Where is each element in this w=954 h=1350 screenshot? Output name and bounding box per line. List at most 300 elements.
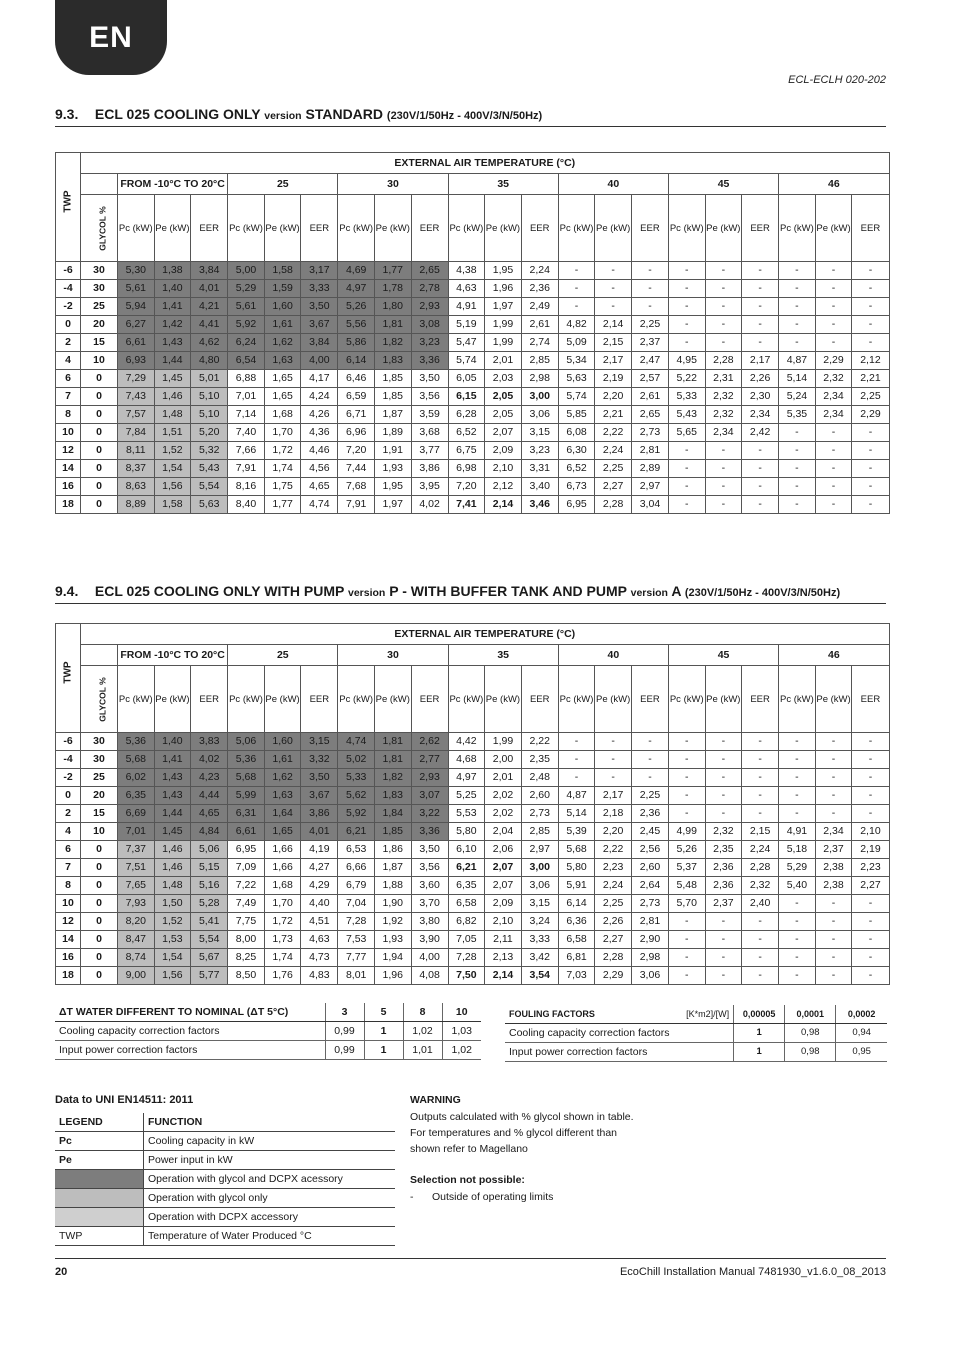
row-label: Input power correction factors bbox=[55, 1041, 325, 1060]
section-number: 9.4. bbox=[55, 583, 79, 599]
data-cell: - bbox=[668, 967, 705, 985]
column-header: 0,0002 bbox=[836, 1005, 887, 1024]
data-cell: 2,49 bbox=[521, 298, 558, 316]
data-cell: 7,65 bbox=[118, 877, 155, 895]
glycol-value: 0 bbox=[81, 424, 118, 442]
data-cell: 7,22 bbox=[228, 877, 265, 895]
data-cell: 6,14 bbox=[558, 895, 595, 913]
data-cell: 6,05 bbox=[448, 370, 485, 388]
glycol-value: 0 bbox=[81, 841, 118, 859]
data-cell: 2,10 bbox=[485, 913, 522, 931]
column-header: 0,00005 bbox=[734, 1005, 785, 1024]
pc-header: Pc (kW) bbox=[668, 195, 705, 262]
table-row bbox=[56, 334, 890, 352]
data-cell: 3,86 bbox=[301, 805, 338, 823]
data-cell: - bbox=[815, 733, 852, 751]
data-cell: - bbox=[779, 442, 816, 460]
legend-function: Cooling capacity in kW bbox=[144, 1132, 396, 1151]
data-cell: - bbox=[705, 751, 742, 769]
data-cell: 4,83 bbox=[301, 967, 338, 985]
data-cell: 2,24 bbox=[595, 877, 632, 895]
data-cell: 2,19 bbox=[852, 841, 889, 859]
language-label: EN bbox=[89, 20, 133, 54]
twp-value: 6 bbox=[56, 370, 81, 388]
data-cell: 2,64 bbox=[631, 877, 668, 895]
twp-value: 10 bbox=[56, 424, 81, 442]
section-title-part: A bbox=[671, 583, 681, 599]
data-cell: 1,44 bbox=[154, 352, 191, 370]
data-cell: 6,27 bbox=[118, 316, 155, 334]
data-cell: 3,86 bbox=[411, 460, 448, 478]
data-cell: 4,91 bbox=[779, 823, 816, 841]
data-cell: - bbox=[742, 733, 779, 751]
data-cell: 3,33 bbox=[521, 931, 558, 949]
data-cell: 6,15 bbox=[448, 388, 485, 406]
data-cell: 5,86 bbox=[338, 334, 375, 352]
data-cell: 4,02 bbox=[411, 496, 448, 514]
data-cell: 3,06 bbox=[521, 406, 558, 424]
legend-row bbox=[55, 1151, 395, 1170]
data-cell: 2,90 bbox=[631, 931, 668, 949]
data-cell: 5,68 bbox=[558, 841, 595, 859]
data-cell: - bbox=[668, 280, 705, 298]
data-cell: 7,20 bbox=[448, 478, 485, 496]
data-cell: 2,17 bbox=[595, 787, 632, 805]
data-cell: - bbox=[705, 733, 742, 751]
legend-table bbox=[55, 1113, 395, 1246]
data-cell: 1,97 bbox=[485, 298, 522, 316]
data-cell: 4,01 bbox=[301, 823, 338, 841]
twp-value: -2 bbox=[56, 298, 81, 316]
data-cell: 1,78 bbox=[374, 280, 411, 298]
data-cell: 2,32 bbox=[742, 877, 779, 895]
data-cell: 4,95 bbox=[668, 352, 705, 370]
data-cell: - bbox=[668, 805, 705, 823]
data-cell: 7,14 bbox=[228, 406, 265, 424]
data-cell: 3,00 bbox=[521, 859, 558, 877]
data-cell: 7,75 bbox=[228, 913, 265, 931]
data-cell: 1,50 bbox=[154, 895, 191, 913]
data-cell: 6,52 bbox=[448, 424, 485, 442]
data-cell: - bbox=[631, 262, 668, 280]
table-row bbox=[56, 370, 890, 388]
data-cell: 1,48 bbox=[154, 877, 191, 895]
data-cell: 2,36 bbox=[631, 805, 668, 823]
data-cell: 2,89 bbox=[631, 460, 668, 478]
performance-table-pump bbox=[55, 623, 890, 985]
table-row bbox=[56, 913, 890, 931]
table-row bbox=[56, 406, 890, 424]
data-cell: 1,87 bbox=[374, 406, 411, 424]
glycol-value: 0 bbox=[81, 967, 118, 985]
data-cell: 1,60 bbox=[264, 733, 301, 751]
data-cell: 4,27 bbox=[301, 859, 338, 877]
data-cell: 2,74 bbox=[521, 334, 558, 352]
data-cell: 7,28 bbox=[338, 913, 375, 931]
data-cell: 5,85 bbox=[558, 406, 595, 424]
twp-value: 2 bbox=[56, 334, 81, 352]
data-cell: - bbox=[779, 967, 816, 985]
data-cell: 3,42 bbox=[521, 949, 558, 967]
data-cell: 5,16 bbox=[191, 877, 228, 895]
data-cell: - bbox=[779, 913, 816, 931]
data-cell: 2,19 bbox=[595, 370, 632, 388]
data-cell: - bbox=[779, 895, 816, 913]
table-row bbox=[56, 442, 890, 460]
data-cell: 2,07 bbox=[485, 859, 522, 877]
glycol-blank bbox=[81, 645, 118, 666]
data-cell: 5,77 bbox=[191, 967, 228, 985]
unit-label: [K*m2]/[W] bbox=[681, 1005, 733, 1024]
data-cell: 2,98 bbox=[521, 370, 558, 388]
row-label: Cooling capacity correction factors bbox=[55, 1022, 325, 1041]
data-cell: - bbox=[852, 496, 889, 514]
data-cell: 2,15 bbox=[742, 823, 779, 841]
data-cell: 1,61 bbox=[264, 316, 301, 334]
data-cell: 6,75 bbox=[448, 442, 485, 460]
data-cell: 3,83 bbox=[191, 733, 228, 751]
data-cell: 4,87 bbox=[558, 787, 595, 805]
data-cell: 2,28 bbox=[595, 496, 632, 514]
data-cell: 1,64 bbox=[264, 805, 301, 823]
data-cell: 7,84 bbox=[118, 424, 155, 442]
data-cell: 7,44 bbox=[338, 460, 375, 478]
data-cell: 4,46 bbox=[301, 442, 338, 460]
data-cell: 4,44 bbox=[191, 787, 228, 805]
data-cell: 7,93 bbox=[118, 895, 155, 913]
data-cell: 6,95 bbox=[228, 841, 265, 859]
data-cell: 8,11 bbox=[118, 442, 155, 460]
data-cell: 6,71 bbox=[338, 406, 375, 424]
glycol-value: 30 bbox=[81, 280, 118, 298]
data-cell: - bbox=[705, 931, 742, 949]
data-cell: 5,61 bbox=[118, 280, 155, 298]
data-cell: 2,60 bbox=[631, 859, 668, 877]
data-cell: - bbox=[852, 967, 889, 985]
data-cell: 2,03 bbox=[485, 370, 522, 388]
data-cell: 6,28 bbox=[448, 406, 485, 424]
data-cell: 6,36 bbox=[558, 913, 595, 931]
temp-group-header: FROM -10°C TO 20°C bbox=[118, 645, 228, 666]
data-cell: 1,43 bbox=[154, 334, 191, 352]
data-cell: - bbox=[779, 787, 816, 805]
data-cell: 5,01 bbox=[191, 370, 228, 388]
data-cell: 2,81 bbox=[631, 913, 668, 931]
data-cell: 7,53 bbox=[338, 931, 375, 949]
twp-value: 7 bbox=[56, 859, 81, 877]
data-cell: 2,73 bbox=[631, 895, 668, 913]
data-cell: 3,46 bbox=[521, 496, 558, 514]
glycol-header bbox=[81, 666, 118, 733]
data-cell: 5,40 bbox=[779, 877, 816, 895]
data-cell: 2,17 bbox=[595, 352, 632, 370]
data-cell: 3,50 bbox=[411, 370, 448, 388]
glycol-value: 0 bbox=[81, 406, 118, 424]
data-cell: 2,28 bbox=[705, 352, 742, 370]
data-cell: 2,25 bbox=[631, 787, 668, 805]
data-cell: - bbox=[742, 478, 779, 496]
factor-value: 1,01 bbox=[403, 1041, 442, 1060]
table-row bbox=[56, 787, 890, 805]
data-cell: 5,39 bbox=[558, 823, 595, 841]
data-cell: 2,29 bbox=[852, 406, 889, 424]
data-cell: 8,50 bbox=[228, 967, 265, 985]
data-cell: 4,01 bbox=[191, 280, 228, 298]
data-cell: - bbox=[852, 442, 889, 460]
data-cell: 2,85 bbox=[521, 352, 558, 370]
data-cell: 6,81 bbox=[558, 949, 595, 967]
table-row bbox=[56, 895, 890, 913]
glycol-value: 25 bbox=[81, 298, 118, 316]
data-cell: - bbox=[705, 913, 742, 931]
data-cell: 6,61 bbox=[118, 334, 155, 352]
table-row bbox=[56, 751, 890, 769]
data-cell: 2,00 bbox=[485, 751, 522, 769]
row-label: Cooling capacity correction factors bbox=[505, 1024, 734, 1043]
data-cell: 2,24 bbox=[521, 262, 558, 280]
data-cell: 2,40 bbox=[742, 895, 779, 913]
data-cell: 7,51 bbox=[118, 859, 155, 877]
data-cell: - bbox=[815, 769, 852, 787]
delta-t-correction-table bbox=[55, 1003, 481, 1060]
glycol-label: GLYCOL % bbox=[97, 205, 108, 251]
data-cell: 2,13 bbox=[485, 949, 522, 967]
data-cell: - bbox=[742, 298, 779, 316]
data-cell: 6,59 bbox=[338, 388, 375, 406]
data-cell: 3,06 bbox=[631, 967, 668, 985]
data-cell: 8,16 bbox=[228, 478, 265, 496]
data-cell: 1,72 bbox=[264, 913, 301, 931]
data-cell: 2,37 bbox=[631, 334, 668, 352]
twp-value: 6 bbox=[56, 841, 81, 859]
data-cell: 2,34 bbox=[742, 406, 779, 424]
column-header: 3 bbox=[325, 1003, 364, 1022]
legend-title: Data to UNI EN14511: 2011 bbox=[55, 1094, 194, 1106]
legend-function: Temperature of Water Produced °C bbox=[144, 1227, 396, 1246]
pc-header: Pc (kW) bbox=[228, 195, 265, 262]
pc-header: Pc (kW) bbox=[558, 666, 595, 733]
selection-title: Selection not possible: bbox=[410, 1174, 525, 1186]
pc-header: Pc (kW) bbox=[779, 195, 816, 262]
pc-header: Pc (kW) bbox=[779, 666, 816, 733]
glycol-value: 10 bbox=[81, 823, 118, 841]
data-cell: 8,74 bbox=[118, 949, 155, 967]
data-cell: 3,80 bbox=[411, 913, 448, 931]
data-cell: 7,09 bbox=[228, 859, 265, 877]
data-cell: - bbox=[558, 298, 595, 316]
table-header-row bbox=[505, 1005, 887, 1024]
data-cell: 6,82 bbox=[448, 913, 485, 931]
table-title: ΔT WATER DIFFERENT TO NOMINAL (ΔT 5°C) bbox=[55, 1003, 325, 1022]
twp-label: TWP bbox=[62, 190, 74, 213]
warning-title: WARNING bbox=[410, 1094, 461, 1106]
twp-value: -6 bbox=[56, 733, 81, 751]
data-cell: - bbox=[705, 280, 742, 298]
data-cell: 3,06 bbox=[521, 877, 558, 895]
data-cell: 2,61 bbox=[521, 316, 558, 334]
data-cell: 1,62 bbox=[264, 334, 301, 352]
data-cell: - bbox=[815, 334, 852, 352]
legend-key bbox=[55, 1170, 144, 1189]
twp-value: -2 bbox=[56, 769, 81, 787]
data-cell: - bbox=[779, 733, 816, 751]
data-cell: - bbox=[595, 262, 632, 280]
glycol-value: 0 bbox=[81, 442, 118, 460]
data-cell: - bbox=[779, 334, 816, 352]
data-cell: 2,21 bbox=[852, 370, 889, 388]
glycol-value: 0 bbox=[81, 496, 118, 514]
data-cell: 5,09 bbox=[558, 334, 595, 352]
external-temp-header: EXTERNAL AIR TEMPERATURE (°C) bbox=[81, 624, 890, 645]
data-cell: 1,65 bbox=[264, 370, 301, 388]
data-cell: 2,38 bbox=[815, 859, 852, 877]
data-cell: - bbox=[742, 262, 779, 280]
table-row bbox=[56, 949, 890, 967]
data-cell: - bbox=[815, 496, 852, 514]
table-row bbox=[505, 1024, 887, 1043]
data-cell: 1,81 bbox=[374, 751, 411, 769]
eer-header: EER bbox=[411, 195, 448, 262]
data-cell: 1,81 bbox=[374, 733, 411, 751]
data-cell: 1,40 bbox=[154, 280, 191, 298]
data-cell: 1,94 bbox=[374, 949, 411, 967]
data-cell: 6,66 bbox=[338, 859, 375, 877]
data-cell: - bbox=[779, 280, 816, 298]
warning-line: shown refer to Magellano bbox=[410, 1143, 528, 1155]
data-cell: - bbox=[631, 751, 668, 769]
data-cell: 6,30 bbox=[558, 442, 595, 460]
data-cell: 6,88 bbox=[228, 370, 265, 388]
section-title-part: ECL 025 COOLING ONLY bbox=[94, 106, 261, 122]
data-cell: 2,36 bbox=[705, 877, 742, 895]
glycol-label: GLYCOL % bbox=[97, 676, 108, 722]
data-cell: 1,92 bbox=[374, 913, 411, 931]
data-cell: 4,74 bbox=[338, 733, 375, 751]
data-cell: - bbox=[779, 805, 816, 823]
twp-value: 14 bbox=[56, 460, 81, 478]
factor-value: 1,02 bbox=[442, 1041, 481, 1060]
data-cell: - bbox=[852, 460, 889, 478]
twp-value: -4 bbox=[56, 280, 81, 298]
data-cell: - bbox=[705, 442, 742, 460]
data-cell: 6,58 bbox=[558, 931, 595, 949]
data-cell: 5,33 bbox=[668, 388, 705, 406]
data-cell: 1,52 bbox=[154, 442, 191, 460]
data-cell: 4,87 bbox=[779, 352, 816, 370]
data-cell: 1,99 bbox=[485, 733, 522, 751]
glycol-value: 10 bbox=[81, 352, 118, 370]
data-cell: 6,21 bbox=[448, 859, 485, 877]
data-cell: 2,45 bbox=[631, 823, 668, 841]
data-cell: - bbox=[595, 751, 632, 769]
data-cell: 6,52 bbox=[558, 460, 595, 478]
data-cell: 4,17 bbox=[301, 370, 338, 388]
data-cell: 2,28 bbox=[742, 859, 779, 877]
data-cell: - bbox=[705, 967, 742, 985]
data-cell: - bbox=[631, 280, 668, 298]
data-cell: 3,54 bbox=[521, 967, 558, 985]
data-cell: 5,22 bbox=[668, 370, 705, 388]
data-cell: 1,42 bbox=[154, 316, 191, 334]
data-cell: - bbox=[705, 460, 742, 478]
data-cell: 3,50 bbox=[411, 841, 448, 859]
section-title-part: ECL 025 COOLING ONLY WITH PUMP bbox=[94, 583, 345, 599]
data-cell: 1,90 bbox=[374, 895, 411, 913]
data-cell: 1,65 bbox=[264, 388, 301, 406]
eer-header: EER bbox=[631, 666, 668, 733]
data-cell: 1,87 bbox=[374, 859, 411, 877]
section-title-part: P - WITH BUFFER TANK AND PUMP bbox=[389, 583, 627, 599]
data-cell: 2,25 bbox=[852, 388, 889, 406]
data-cell: - bbox=[779, 751, 816, 769]
data-cell: 5,29 bbox=[228, 280, 265, 298]
data-cell: 1,44 bbox=[154, 805, 191, 823]
data-cell: 2,29 bbox=[595, 967, 632, 985]
eer-header: EER bbox=[852, 195, 889, 262]
table-row bbox=[56, 769, 890, 787]
data-cell: 1,84 bbox=[374, 805, 411, 823]
data-cell: 1,91 bbox=[374, 442, 411, 460]
data-cell: 2,78 bbox=[411, 280, 448, 298]
data-cell: - bbox=[852, 280, 889, 298]
data-cell: 4,38 bbox=[448, 262, 485, 280]
data-cell: 1,70 bbox=[264, 424, 301, 442]
temp-group-header: 46 bbox=[779, 174, 889, 195]
data-cell: 5,43 bbox=[668, 406, 705, 424]
data-cell: 6,95 bbox=[558, 496, 595, 514]
glycol-value: 0 bbox=[81, 949, 118, 967]
table-row bbox=[56, 478, 890, 496]
data-cell: 7,91 bbox=[228, 460, 265, 478]
data-cell: - bbox=[852, 751, 889, 769]
data-cell: 5,47 bbox=[448, 334, 485, 352]
data-cell: 4,08 bbox=[411, 967, 448, 985]
data-cell: - bbox=[668, 949, 705, 967]
glycol-value: 25 bbox=[81, 769, 118, 787]
data-cell: 2,14 bbox=[595, 316, 632, 334]
data-cell: 2,10 bbox=[485, 460, 522, 478]
data-cell: 1,38 bbox=[154, 262, 191, 280]
table-row bbox=[56, 967, 890, 985]
data-cell: 2,24 bbox=[742, 841, 779, 859]
data-cell: 2,07 bbox=[485, 877, 522, 895]
twp-value: 8 bbox=[56, 877, 81, 895]
data-cell: - bbox=[668, 787, 705, 805]
data-cell: 1,75 bbox=[264, 478, 301, 496]
data-cell: 5,29 bbox=[779, 859, 816, 877]
section-title-part: (230V/1/50Hz - 400V/3/N/50Hz) bbox=[684, 587, 841, 599]
factor-value: 1,03 bbox=[442, 1022, 481, 1041]
data-cell: 2,81 bbox=[631, 442, 668, 460]
data-cell: 1,96 bbox=[485, 280, 522, 298]
data-cell: 2,85 bbox=[521, 823, 558, 841]
data-cell: 5,80 bbox=[558, 859, 595, 877]
data-cell: 5,14 bbox=[558, 805, 595, 823]
section-title-part: version bbox=[630, 587, 668, 599]
data-cell: 1,62 bbox=[264, 769, 301, 787]
glycol-value: 0 bbox=[81, 877, 118, 895]
data-cell: 4,99 bbox=[668, 823, 705, 841]
twp-value: -6 bbox=[56, 262, 81, 280]
glycol-value: 30 bbox=[81, 262, 118, 280]
data-cell: 2,09 bbox=[485, 442, 522, 460]
data-cell: 3,15 bbox=[301, 733, 338, 751]
data-cell: 5,74 bbox=[558, 388, 595, 406]
pe-header: Pe (kW) bbox=[264, 195, 301, 262]
data-cell: 7,01 bbox=[118, 823, 155, 841]
pe-header: Pe (kW) bbox=[374, 195, 411, 262]
data-cell: - bbox=[815, 442, 852, 460]
